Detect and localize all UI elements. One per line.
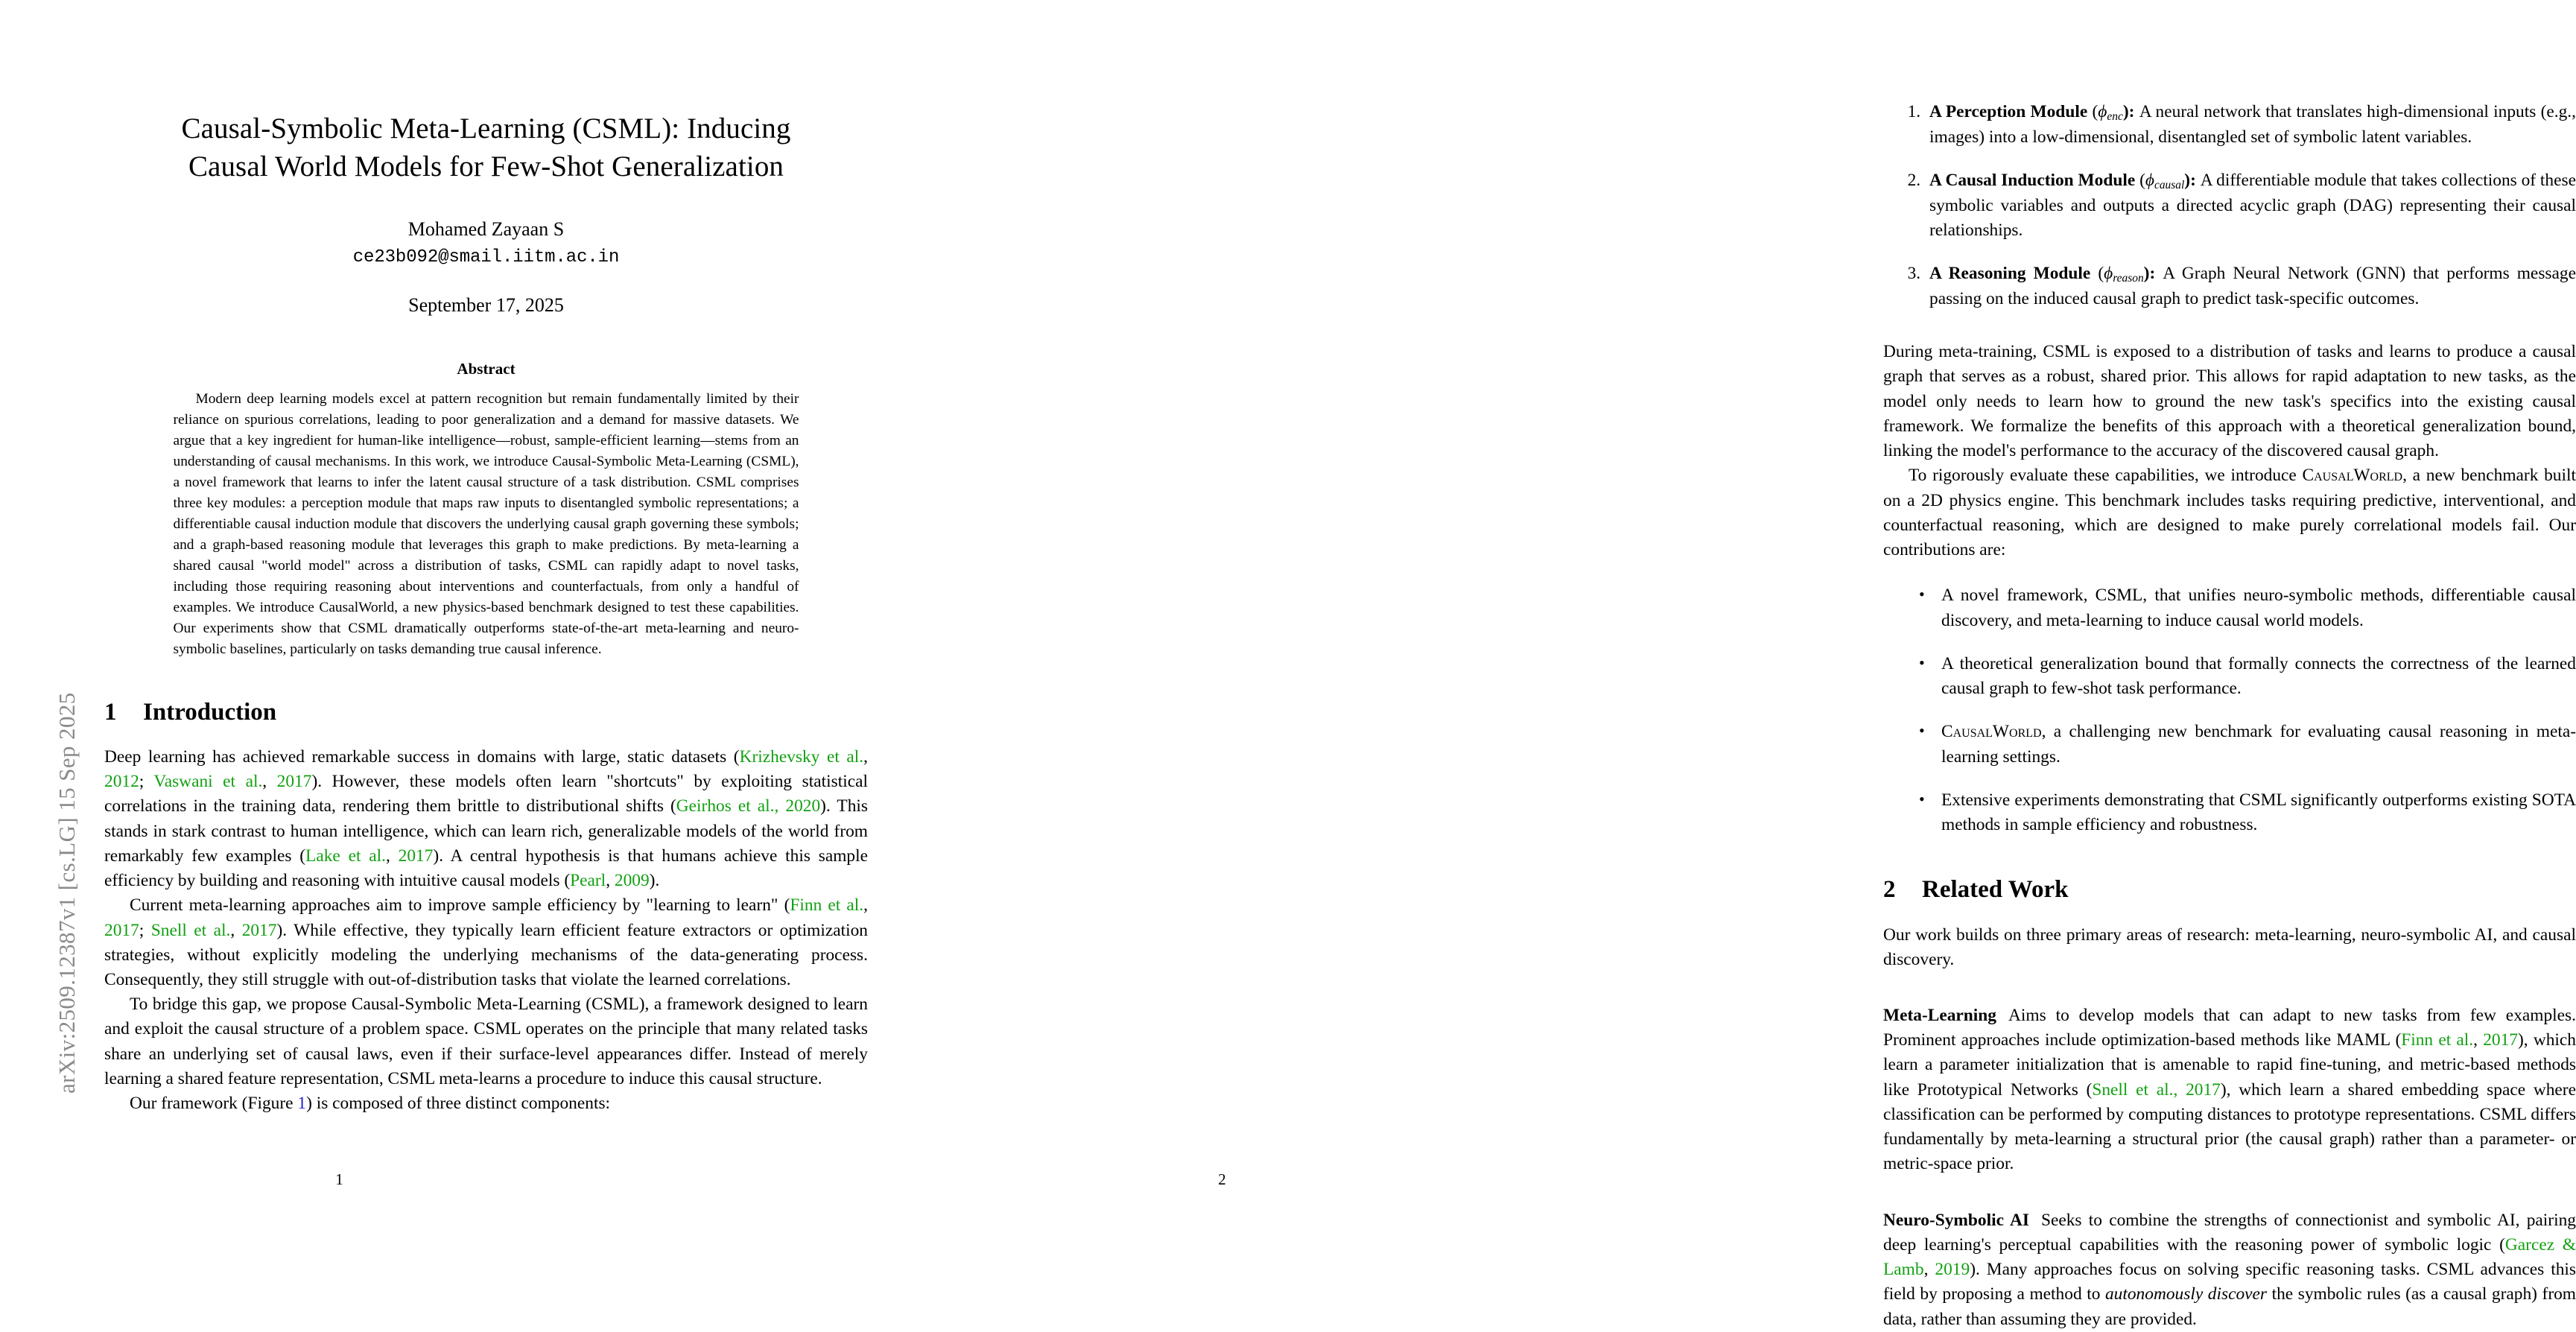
- paragraph: [104, 893, 868, 992]
- text-run: Our work builds on three primary areas of research: meta-learning, neuro-symbolic AI, and causal discovery.: [1883, 925, 2576, 969]
- text-run: Seeks to combine the strengths of connectionist and symbolic AI, pairing deep learning's perceptual capabilities with the reasoning power of symbolic logic (: [1883, 1210, 2576, 1255]
- list-item: [1919, 788, 2576, 837]
- math-symbol: $\phi_{reason}$: [2104, 264, 2144, 285]
- bold-run: ):: [2143, 264, 2163, 284]
- citation-link[interactable]: Snell et al.: [150, 920, 231, 940]
- text-run: ,: [2473, 1030, 2484, 1050]
- math-subscript: reason: [2113, 272, 2144, 285]
- page-number-2: 2: [1218, 1170, 1226, 1188]
- citation-link[interactable]: 2017: [241, 920, 277, 940]
- text-run: A Graph Neural Network (GNN) that performs message passing on the induced causal graph to predict task-specific outcomes.: [1929, 264, 2576, 308]
- page-1: [0, 0, 887, 1255]
- section-title: Related Work: [1922, 876, 2069, 904]
- text-run: ). While effective, they typically learn efficient feature extractors or optimization strategies, without explicitly modeling the underlying mechanisms of the data-generating process. Consequently, they still struggle with out-of-distribution tasks that violate the learned correlations.: [104, 920, 868, 989]
- related-work-section: [1883, 876, 2576, 1332]
- text-run: ;: [139, 772, 154, 792]
- text-run: the symbolic rules (as a causal graph) from data, rather than assuming they are provided.: [1883, 1284, 2576, 1329]
- text-run: (: [2090, 264, 2104, 284]
- citation-link[interactable]: Lake et al.: [305, 846, 386, 866]
- page-1-column: [104, 0, 868, 1255]
- text-run: Deep learning has achieved remarkable success in domains with large, static datasets (: [104, 746, 740, 767]
- text-run: A theoretical generalization bound that formally connects the correctness of the learned causal graph to few-shot task performance.: [1941, 653, 2576, 699]
- citation-link[interactable]: Pearl: [570, 871, 606, 891]
- text-run: ,: [863, 746, 869, 767]
- paragraph: [104, 745, 868, 893]
- components-list-wrap: [1883, 0, 2576, 311]
- text-run: ). Many approaches focus on solving specific reasoning tasks. CSML advances this field by proposing a method to: [1883, 1260, 2576, 1304]
- introduction-paragraphs: [104, 745, 868, 1117]
- subsection-paragraph: [1883, 1208, 2576, 1332]
- math-subscript: enc: [2107, 110, 2123, 123]
- paragraph: [104, 992, 868, 1091]
- text-run: (: [2087, 102, 2098, 121]
- figure-reference-link[interactable]: 1: [297, 1094, 307, 1114]
- citation-link[interactable]: Finn et al.: [2401, 1030, 2474, 1050]
- small-caps-term: CausalWorld: [2302, 466, 2403, 486]
- page-2-column: [1883, 0, 2576, 1329]
- title-block: [104, 0, 868, 317]
- citation-link[interactable]: Garcez & Lamb: [1883, 1234, 2576, 1280]
- citation-link[interactable]: 2019: [1935, 1260, 1970, 1280]
- list-item: [1925, 100, 2576, 150]
- list-item: [1919, 720, 2576, 769]
- math-subscript: causal: [2154, 178, 2185, 191]
- text-run: During meta-training, CSML is exposed to a distribution of tasks and learns to produce a causal graph that serves as a robust, shared prior. This allows for rapid adaptation to new tasks, as the model only needs to learn how to ground the new task's specifics into the existing causal framework. We formalize the benefits of this approach with a theoretical generalization bound, linking the model's performance to the accuracy of the discovered causal graph.: [1883, 342, 2576, 461]
- right-paragraphs-wrap: [1883, 340, 2576, 562]
- citation-link[interactable]: 2012: [104, 772, 139, 792]
- citation-link[interactable]: Geirhos et al., 2020: [676, 796, 821, 816]
- text-run: ). This stands in stark contrast to human intelligence, which can learn rich, generalizable models of the world from remarkably few examples (: [104, 796, 868, 866]
- citation-link[interactable]: 2017: [104, 920, 139, 940]
- list-item: [1919, 652, 2576, 701]
- abstract-text: Modern deep learning models excel at pattern recognition but remain fundamentally limited by their reliance on spurious correlations, leading to poor generalization and a demand for massive datasets. We argue that a key ingredient for human-like intelligence—robust, sample-efficient learning—stems from an understanding of causal mechanisms. In this work, we introduce Causal-Symbolic Meta-Learning (CSML), a novel framework that learns to infer the latent causal structure of a task distribution. CSML comprises three key modules: a perception module that maps raw inputs to disentangled symbolic representations; a differentiable causal induction module that discovers the underlying causal graph governing these symbols; and a graph-based reasoning module that leverages this graph to make predictions. By meta-learning a shared causal "world model" across a distribution of tasks, CSML can rapidly adapt to novel tasks, including those requiring reasoning about interventions and counterfactuals, from only a handful of examples. We introduce CausalWorld, a new physics-based benchmark designed to test these capabilities. Our experiments show that CSML dramatically outperforms state-of-the-art meta-learning and neuro-symbolic baselines, particularly on tasks demanding true causal inference.: [173, 391, 799, 657]
- related-work-intro: [1883, 923, 2576, 972]
- text-run: (: [2135, 171, 2145, 190]
- text-run: ,: [1923, 1260, 1935, 1280]
- abstract-heading: Abstract: [457, 360, 515, 378]
- citation-link[interactable]: 2009: [614, 871, 650, 891]
- introduction-section: [104, 699, 868, 1117]
- text-run: A novel framework, CSML, that unifies neuro-symbolic methods, differentiable causal discovery, and meta-learning to induce causal world models.: [1941, 586, 2576, 630]
- bold-run: ):: [2122, 102, 2139, 121]
- math-symbol: $\phi_{causal}$: [2145, 171, 2185, 191]
- bold-run: A Perception Module: [1929, 102, 2088, 121]
- bold-run: A Causal Induction Module: [1929, 171, 2136, 190]
- page-title: Causal-Symbolic Meta-Learning (CSML): Inducing Causal World Models for Few-Shot Generalization: [181, 112, 791, 183]
- related-work-subsections: [1883, 1003, 2576, 1332]
- text-run: A neural network that translates high-dimensional inputs (e.g., images) into a low-dimensional, disentangled set of symbolic latent variables.: [1929, 102, 2576, 147]
- text-run: ;: [139, 920, 151, 940]
- list-item: [1919, 583, 2576, 632]
- components-list: [1883, 100, 2576, 311]
- paper-date: September 17, 2025: [408, 294, 564, 317]
- text-run: Extensive experiments demonstrating that CSML significantly outperforms existing SOTA methods in sample efficiency and robustness.: [1941, 790, 2576, 834]
- author-name: Mohamed Zayaan S: [407, 218, 565, 241]
- bold-run: A Reasoning Module: [1929, 264, 2091, 284]
- list-item: [1925, 168, 2576, 243]
- section-number: 1: [104, 698, 117, 726]
- section-title: Introduction: [143, 698, 277, 726]
- subsection-label: Neuro-Symbolic AI: [1883, 1210, 2029, 1230]
- text-run: ,: [230, 920, 242, 940]
- small-caps-term: CausalWorld: [1941, 722, 2042, 742]
- text-run: ). However, these models often learn "shortcuts" by exploiting statistical correlations in the training data, rendering them brittle to distributional shifts (: [104, 772, 868, 816]
- text-run: To bridge this gap, we propose Causal-Symbolic Meta-Learning (CSML), a framework designed to learn and exploit the causal structure of a problem space. CSML operates on the principle that many related tasks share an underlying set of causal laws, even if their surface-level appearances differ. Instead of merely learning a shared feature representation, CSML meta-learns a procedure to induce this causal structure.: [104, 995, 868, 1088]
- text-run: A differentiable module that takes collections of these symbolic variables and outputs a directed acyclic graph (DAG) representing their causal relationships.: [1929, 171, 2576, 240]
- paragraph: [1883, 463, 2576, 562]
- right-paragraphs: [1883, 340, 2576, 562]
- text-run: ,: [385, 846, 399, 866]
- citation-link[interactable]: Finn et al.: [790, 895, 864, 916]
- abstract-section: [174, 360, 799, 659]
- paragraph: [104, 1091, 868, 1116]
- bold-run: ):: [2184, 171, 2201, 190]
- citation-link[interactable]: 2017: [398, 846, 434, 866]
- text-run: , a new benchmark built on a 2D physics engine. This benchmark includes tasks requiring predictive, interventional, and counterfactual reasoning, which are designed to make purely correlational models fail. Our contributions are:: [1883, 466, 2576, 560]
- text-run: Current meta-learning approaches aim to improve sample efficiency by "learning to learn" (: [130, 895, 790, 916]
- text-run: To rigorously evaluate these capabilities, we introduce: [1909, 466, 2303, 486]
- section-number: 2: [1883, 876, 1896, 904]
- author-email: ce23b092@smail.iitm.ac.in: [352, 247, 620, 268]
- citation-link[interactable]: Krizhevsky et al.: [739, 746, 864, 767]
- text-run: ), which learn a shared embedding space where classification can be performed by computing distances to prototype representations. CSML differs fundamentally by meta-learning a structural prior (the causal graph) rather than a parameter- or metric-space prior.: [1883, 1079, 2576, 1174]
- citation-link[interactable]: 2017: [2483, 1030, 2518, 1050]
- paragraph: [1883, 340, 2576, 463]
- text-run: ) is composed of three distinct components:: [306, 1094, 611, 1114]
- text-run: Our framework (Figure: [130, 1094, 298, 1114]
- list-item: [1925, 261, 2576, 311]
- contributions-wrap: [1883, 583, 2576, 837]
- text-run: ), which learn a parameter initialization that is amenable to rapid fine-tuning, and metric-based methods like Prototypical Networks (: [1883, 1030, 2576, 1100]
- italic-run: autonomously discover: [2104, 1284, 2268, 1304]
- text-run: Aims to develop models that can adapt to new tasks from few examples. Prominent approaches include optimization-based methods like MAML (: [1883, 1005, 2576, 1050]
- text-run: ,: [863, 895, 868, 916]
- section-heading-related-work: [1883, 876, 2576, 903]
- arxiv-stamp-text: arXiv:2509.12387v1 [cs.LG] 15 Sep 2025: [54, 692, 80, 1094]
- page-number-1: 1: [335, 1170, 343, 1188]
- page-2: [887, 0, 2576, 1329]
- subsection-paragraph: [1883, 1003, 2576, 1177]
- text-run: ).: [649, 871, 660, 891]
- citation-link[interactable]: Vaswani et al.: [153, 772, 263, 792]
- math-symbol: $\phi_{enc}$: [2098, 102, 2123, 123]
- text-run: ,: [262, 772, 277, 792]
- text-run: , a challenging new benchmark for evaluating causal reasoning in meta-learning settings.: [1941, 722, 2576, 767]
- text-run: ). A central hypothesis is that humans achieve this sample efficiency by building and reasoning with intuitive causal models (: [104, 846, 869, 891]
- subsection-label: Meta-Learning: [1883, 1005, 1997, 1025]
- citation-link[interactable]: Snell et al., 2017: [2092, 1079, 2221, 1100]
- text-run: ,: [606, 871, 615, 891]
- contributions-list: [1883, 583, 2576, 837]
- citation-link[interactable]: 2017: [276, 772, 312, 792]
- section-heading-introduction: [104, 699, 868, 726]
